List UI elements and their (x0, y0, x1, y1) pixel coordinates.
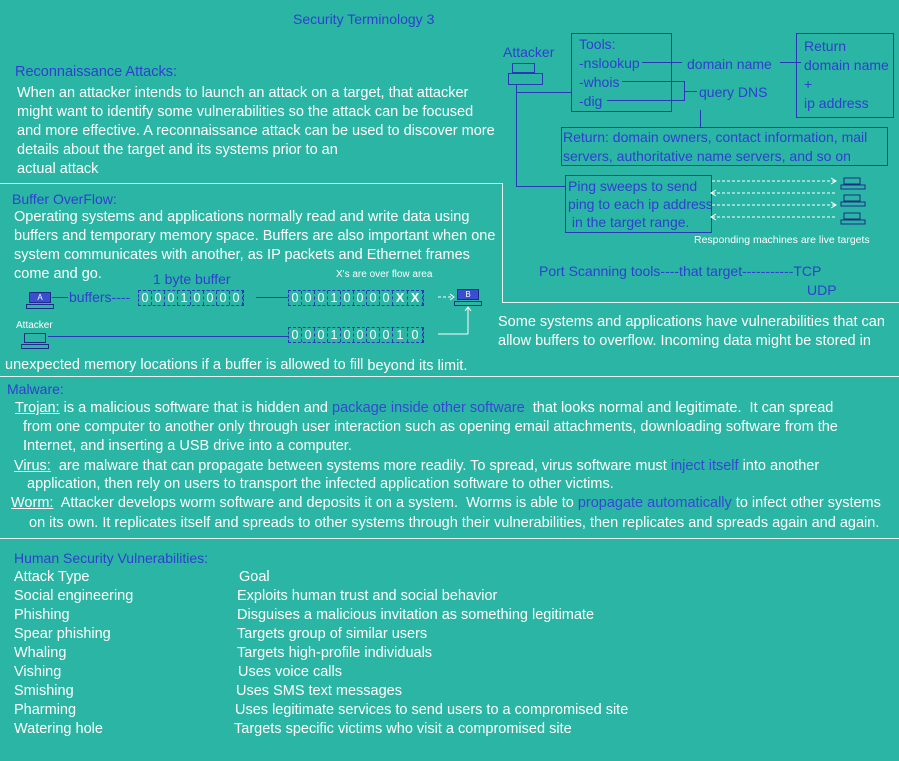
one-byte-label: 1 byte buffer (153, 271, 231, 287)
attacker-small-label: Attacker (16, 320, 53, 331)
overflow-cell: 1 (393, 328, 408, 342)
connector-line (622, 81, 685, 82)
return-line: Return (804, 38, 847, 54)
trojan-line: Trojan: is a malicious software that is hidden and package inside other software that looks normal and legitimate. It can spread (15, 400, 834, 416)
recon-heading: Reconnaissance Attacks: (15, 64, 178, 80)
overflow-cell: X (393, 291, 408, 305)
buffer-heading: Buffer OverFlow: (12, 191, 117, 207)
overflow-label: X's are over flow area (336, 269, 433, 280)
buffer-cell: 0 (152, 291, 165, 305)
divider (502, 302, 899, 303)
attack-goal: Uses voice calls (238, 664, 342, 680)
node-b-base (454, 301, 482, 306)
connector-line (516, 92, 571, 93)
buffer-cell: 0 (191, 291, 204, 305)
ping-line: ping to each ip address (568, 196, 713, 212)
worm-line: Worm: Attacker develops worm software and deposits it on a system. Worms is able to propagate automatically to infect other systems (11, 495, 881, 511)
attack-goal: Targets high-profile individuals (237, 645, 433, 661)
buffer-cell: 0 (341, 328, 354, 342)
connector-line (685, 91, 697, 92)
virus-line: application, then rely on users to transport the infected application software to other victims. (27, 476, 614, 492)
buffer-bottom-line: unexpected memory locations if a buffer is allowed to fill beyond its limit. (5, 357, 468, 374)
connector-line (48, 336, 288, 337)
attack-type: Spear phishing (14, 626, 111, 642)
attack-type: Watering hole (14, 721, 103, 737)
buffer-line: system communicates with another, as IP packets and Ethernet frames (14, 247, 470, 263)
buffer-cell: 0 (315, 328, 328, 342)
attack-type: Vishing (14, 664, 62, 680)
ping-line: Ping sweeps to send (568, 178, 698, 194)
buffer-right-line: allow buffers to overflow. Incoming data might be stored in (498, 333, 871, 349)
worm-highlight: propagate automatically (577, 495, 732, 511)
buffer-cell: 0 (204, 291, 217, 305)
table-header-type: Attack Type (14, 569, 90, 585)
buffer-line: buffers and temporary memory space. Buffers are also important when one (14, 228, 496, 244)
buffer-cell: 1 (178, 291, 191, 305)
attack-type: Pharming (14, 702, 77, 718)
attack-type: Whaling (14, 645, 67, 661)
buffer-cell: 0 (302, 291, 315, 305)
buffer-cell: 0 (341, 291, 354, 305)
divider (502, 183, 503, 303)
worm-line: on its own. It replicates itself and spreads to other systems through their vulnerabilities, then replicates and spreads again and again. (29, 515, 880, 531)
attacker-computer-icon (512, 63, 535, 73)
buffer-cell: 0 (165, 291, 178, 305)
buffer-cell: 0 (230, 291, 243, 305)
virus-line: Virus: are malware that can propagate between systems more readily. To spread, virus software must inject itself into another (14, 458, 820, 474)
buffer-cell: 0 (380, 291, 393, 305)
attack-type: Phishing (14, 607, 70, 623)
return-line: domain name (804, 57, 889, 73)
recon-line: actual attack (17, 161, 99, 177)
attack-type: Social engineering (14, 588, 134, 604)
buffer-cell: 1 (328, 328, 341, 342)
return-line: ip address (804, 95, 869, 111)
virus-term: Virus: (14, 458, 51, 474)
worm-term: Worm: (11, 495, 54, 511)
trojan-line: Internet, and inserting a USB drive into a computer. (23, 438, 352, 454)
domain-name-label: domain name (687, 56, 772, 72)
buffer-cell: 0 (302, 328, 315, 342)
tool-item: -whois (579, 74, 620, 90)
buffer-cell: 0 (367, 328, 380, 342)
node-a-icon: A (29, 292, 51, 303)
udp-label: UDP (807, 282, 837, 298)
attack-cells-row (288, 327, 424, 343)
buffer-line: Operating systems and applications normally read and write data using (14, 209, 470, 225)
connector-line (256, 297, 288, 298)
attack-goal: Uses SMS text messages (236, 683, 402, 699)
buffer-cell: 1 (328, 291, 341, 305)
divider (0, 183, 503, 184)
buffers-label: buffers---- (69, 289, 131, 305)
return-info-line: Return: domain owners, contact information, mail (563, 129, 868, 145)
recon-line: and more effective. A reconnaissance attack can be used to discover more (17, 123, 495, 139)
attacker-label: Attacker (503, 44, 555, 60)
buffer-right-line: Some systems and applications have vulnerabilities that can (498, 314, 885, 330)
buffer-cells-row (138, 290, 244, 306)
connector-line (516, 186, 566, 187)
overflow-cell: X (408, 291, 423, 305)
buffer-cell: 0 (354, 328, 367, 342)
page-title: Security Terminology 3 (293, 11, 435, 27)
recon-line: details about the target and its systems prior to an (17, 142, 338, 158)
recon-line: When an attacker intends to launch an attack on a target, that attacker (17, 85, 469, 101)
attack-goal: Uses legitimate services to send users to a compromised site (235, 702, 629, 718)
tool-item: -dig (579, 93, 603, 109)
return-info-line: servers, authoritative name servers, and so on (563, 148, 851, 164)
attack-goal: Exploits human trust and social behavior (237, 588, 498, 604)
buffer-cell: 0 (380, 328, 393, 342)
attack-goal: Targets specific victims who visit a compromised site (234, 721, 572, 737)
virus-highlight: inject itself (670, 458, 739, 474)
buffer-cell: 0 (139, 291, 152, 305)
attack-goal: Targets group of similar users (237, 626, 428, 642)
attacker-computer-icon (24, 333, 46, 343)
attacker-keyboard-icon (21, 344, 49, 349)
connector-line (642, 62, 682, 63)
attack-type: Smishing (14, 683, 74, 699)
malware-heading: Malware: (7, 381, 64, 397)
port-scan-label: Port Scanning tools----that target-----------TCP (539, 263, 822, 279)
ping-line: in the target range. (568, 214, 690, 230)
connector-line (52, 297, 68, 298)
trojan-line: from one computer to another only through user interaction such as opening email attachments, downloading software from the (23, 419, 838, 435)
responding-label: Responding machines are live targets (694, 234, 870, 246)
overflow-cell: 0 (408, 328, 423, 342)
ping-arrows (710, 175, 870, 231)
buffer-cell: 0 (289, 328, 302, 342)
table-header-goal: Goal (239, 569, 270, 585)
divider (0, 376, 899, 377)
connector-line (607, 100, 685, 101)
return-line: + (804, 76, 813, 92)
connector-line (700, 110, 701, 127)
tool-item: -nslookup (579, 55, 640, 71)
tools-title: Tools: (579, 36, 616, 52)
node-b-icon: B (457, 289, 479, 300)
human-heading: Human Security Vulnerabilities: (14, 550, 209, 566)
attack-goal: Disguises a malicious invitation as something legitimate (237, 607, 595, 623)
buffer-line: come and go. (14, 266, 102, 282)
buffer-cell: 0 (367, 291, 380, 305)
buffer-cell: 0 (315, 291, 328, 305)
divider (0, 538, 899, 539)
buffer-cell: 0 (217, 291, 230, 305)
trojan-highlight: package inside other software (332, 400, 525, 416)
recon-line: might want to identify some vulnerabilities so the attack can be focused (17, 104, 474, 120)
attacker-keyboard-icon (508, 73, 543, 85)
buffer-cell: 0 (354, 291, 367, 305)
query-dns-label: query DNS (699, 84, 768, 100)
trojan-term: Trojan: (15, 400, 60, 416)
node-a-base (26, 304, 54, 309)
overflow-cells-row (288, 290, 424, 306)
connector-line (516, 84, 517, 187)
buffer-cell: 0 (289, 291, 302, 305)
